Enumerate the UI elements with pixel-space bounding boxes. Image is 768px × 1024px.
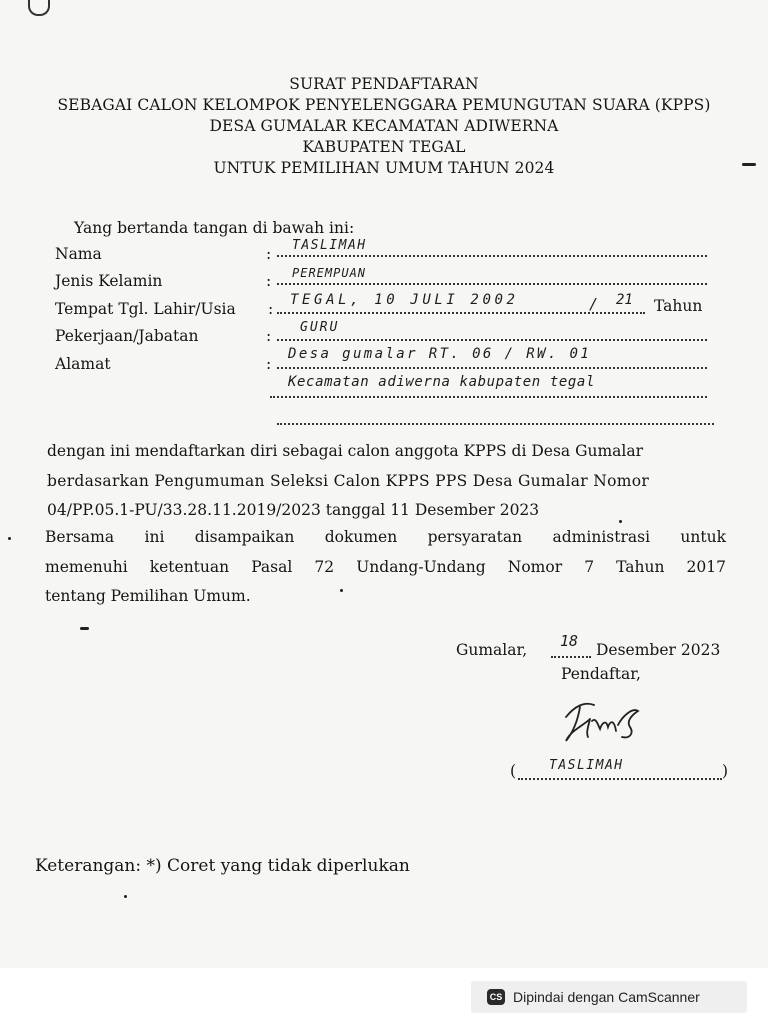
- paragraph-line: Bersama ini disampaikan dokumen persyaratan administrasi untuk: [45, 528, 726, 546]
- heading-line-4: KABUPATEN TEGAL: [302, 138, 466, 156]
- scan-speck: [80, 627, 89, 630]
- heading-line-5: UNTUK PEMILIHAN UMUM TAHUN 2024: [213, 159, 555, 177]
- dotted-line: [277, 255, 707, 257]
- declaration-paragraph: [45, 437, 726, 526]
- heading-line-1: SURAT PENDAFTARAN: [289, 75, 479, 93]
- paragraph-line: tentang Pemilihan Umum.: [45, 587, 251, 605]
- handwritten-pekerjaan: GURU: [300, 320, 340, 335]
- colon: :: [268, 300, 274, 318]
- note-text: Keterangan: *) Coret yang tidak diperlukan: [35, 856, 410, 876]
- signature-month-year: Desember 2023: [596, 641, 721, 659]
- scan-speck: [124, 895, 127, 898]
- paragraph-line: dengan ini mendaftarkan diri sebagai calon anggota KPPS di Desa Gumalar: [47, 442, 644, 460]
- colon: :: [266, 272, 272, 290]
- field-label: Alamat: [55, 355, 111, 373]
- paragraph-line: memenuhi ketentuan Pasal 72 Undang-Undang Nomor 7 Tahun 2017: [45, 557, 726, 576]
- handwritten-separator: /: [589, 295, 599, 313]
- camscanner-icon: CS: [487, 989, 505, 1005]
- colon: :: [266, 245, 272, 263]
- heading-line-3: DESA GUMALAR KECAMATAN ADIWERNA: [209, 117, 559, 135]
- field-label: Nama: [55, 245, 102, 263]
- signature-role: Pendaftar,: [561, 665, 641, 683]
- dotted-line: [277, 283, 707, 285]
- handwritten-place-date: TEGAL, 10 JULI 2002: [290, 292, 519, 308]
- paragraph-line: berdasarkan Pengumuman Seleksi Calon KPPS PPS Desa Gumalar Nomor: [47, 471, 650, 490]
- heading-line-2: SEBAGAI CALON KELOMPOK PENYELENGGARA PEMUNGUTAN SUARA (KPPS): [57, 96, 711, 114]
- tahun-label: Tahun: [654, 297, 703, 315]
- intro-text: Yang bertanda tangan di bawah ini:: [74, 219, 355, 237]
- handwritten-signature: [560, 695, 650, 750]
- field-label: Jenis Kelamin: [55, 272, 163, 290]
- dotted-line: [518, 778, 722, 780]
- handwritten-signer-name: TASLIMAH: [549, 758, 624, 773]
- scan-speck: [8, 537, 11, 540]
- dotted-line: [551, 656, 591, 658]
- handwritten-age: 21: [616, 292, 633, 308]
- dotted-line: [277, 367, 707, 369]
- field-label: Pekerjaan/Jabatan: [55, 327, 199, 345]
- dotted-line: [277, 423, 714, 425]
- colon: :: [266, 355, 272, 373]
- signature-close-paren: ): [722, 762, 729, 780]
- documents-paragraph: [45, 523, 726, 612]
- colon: :: [266, 327, 272, 345]
- handwritten-day: 18: [560, 632, 579, 650]
- handwritten-jenis-kelamin: PEREMPUAN: [292, 266, 367, 280]
- handwritten-alamat-line-1: Desa gumalar RT. 06 / RW. 01: [288, 346, 592, 362]
- signature-open-paren: (: [510, 762, 517, 780]
- dotted-line: [270, 396, 707, 398]
- handwritten-nama: TASLIMAH: [292, 238, 367, 253]
- binder-hole-mark: [28, 0, 50, 16]
- field-label: Tempat Tgl. Lahir/Usia: [55, 300, 236, 318]
- watermark-text: Dipindai dengan CamScanner: [513, 989, 700, 1005]
- handwritten-alamat-line-2: Kecamatan adiwerna kabupaten tegal: [288, 374, 595, 390]
- camscanner-watermark: [471, 981, 747, 1013]
- paragraph-line: 04/PP.05.1-PU/33.28.11.2019/2023 tanggal 11 Desember 2023: [47, 501, 540, 519]
- dotted-line: [277, 339, 707, 341]
- document-heading: [0, 74, 768, 179]
- signature-place: Gumalar,: [456, 641, 528, 659]
